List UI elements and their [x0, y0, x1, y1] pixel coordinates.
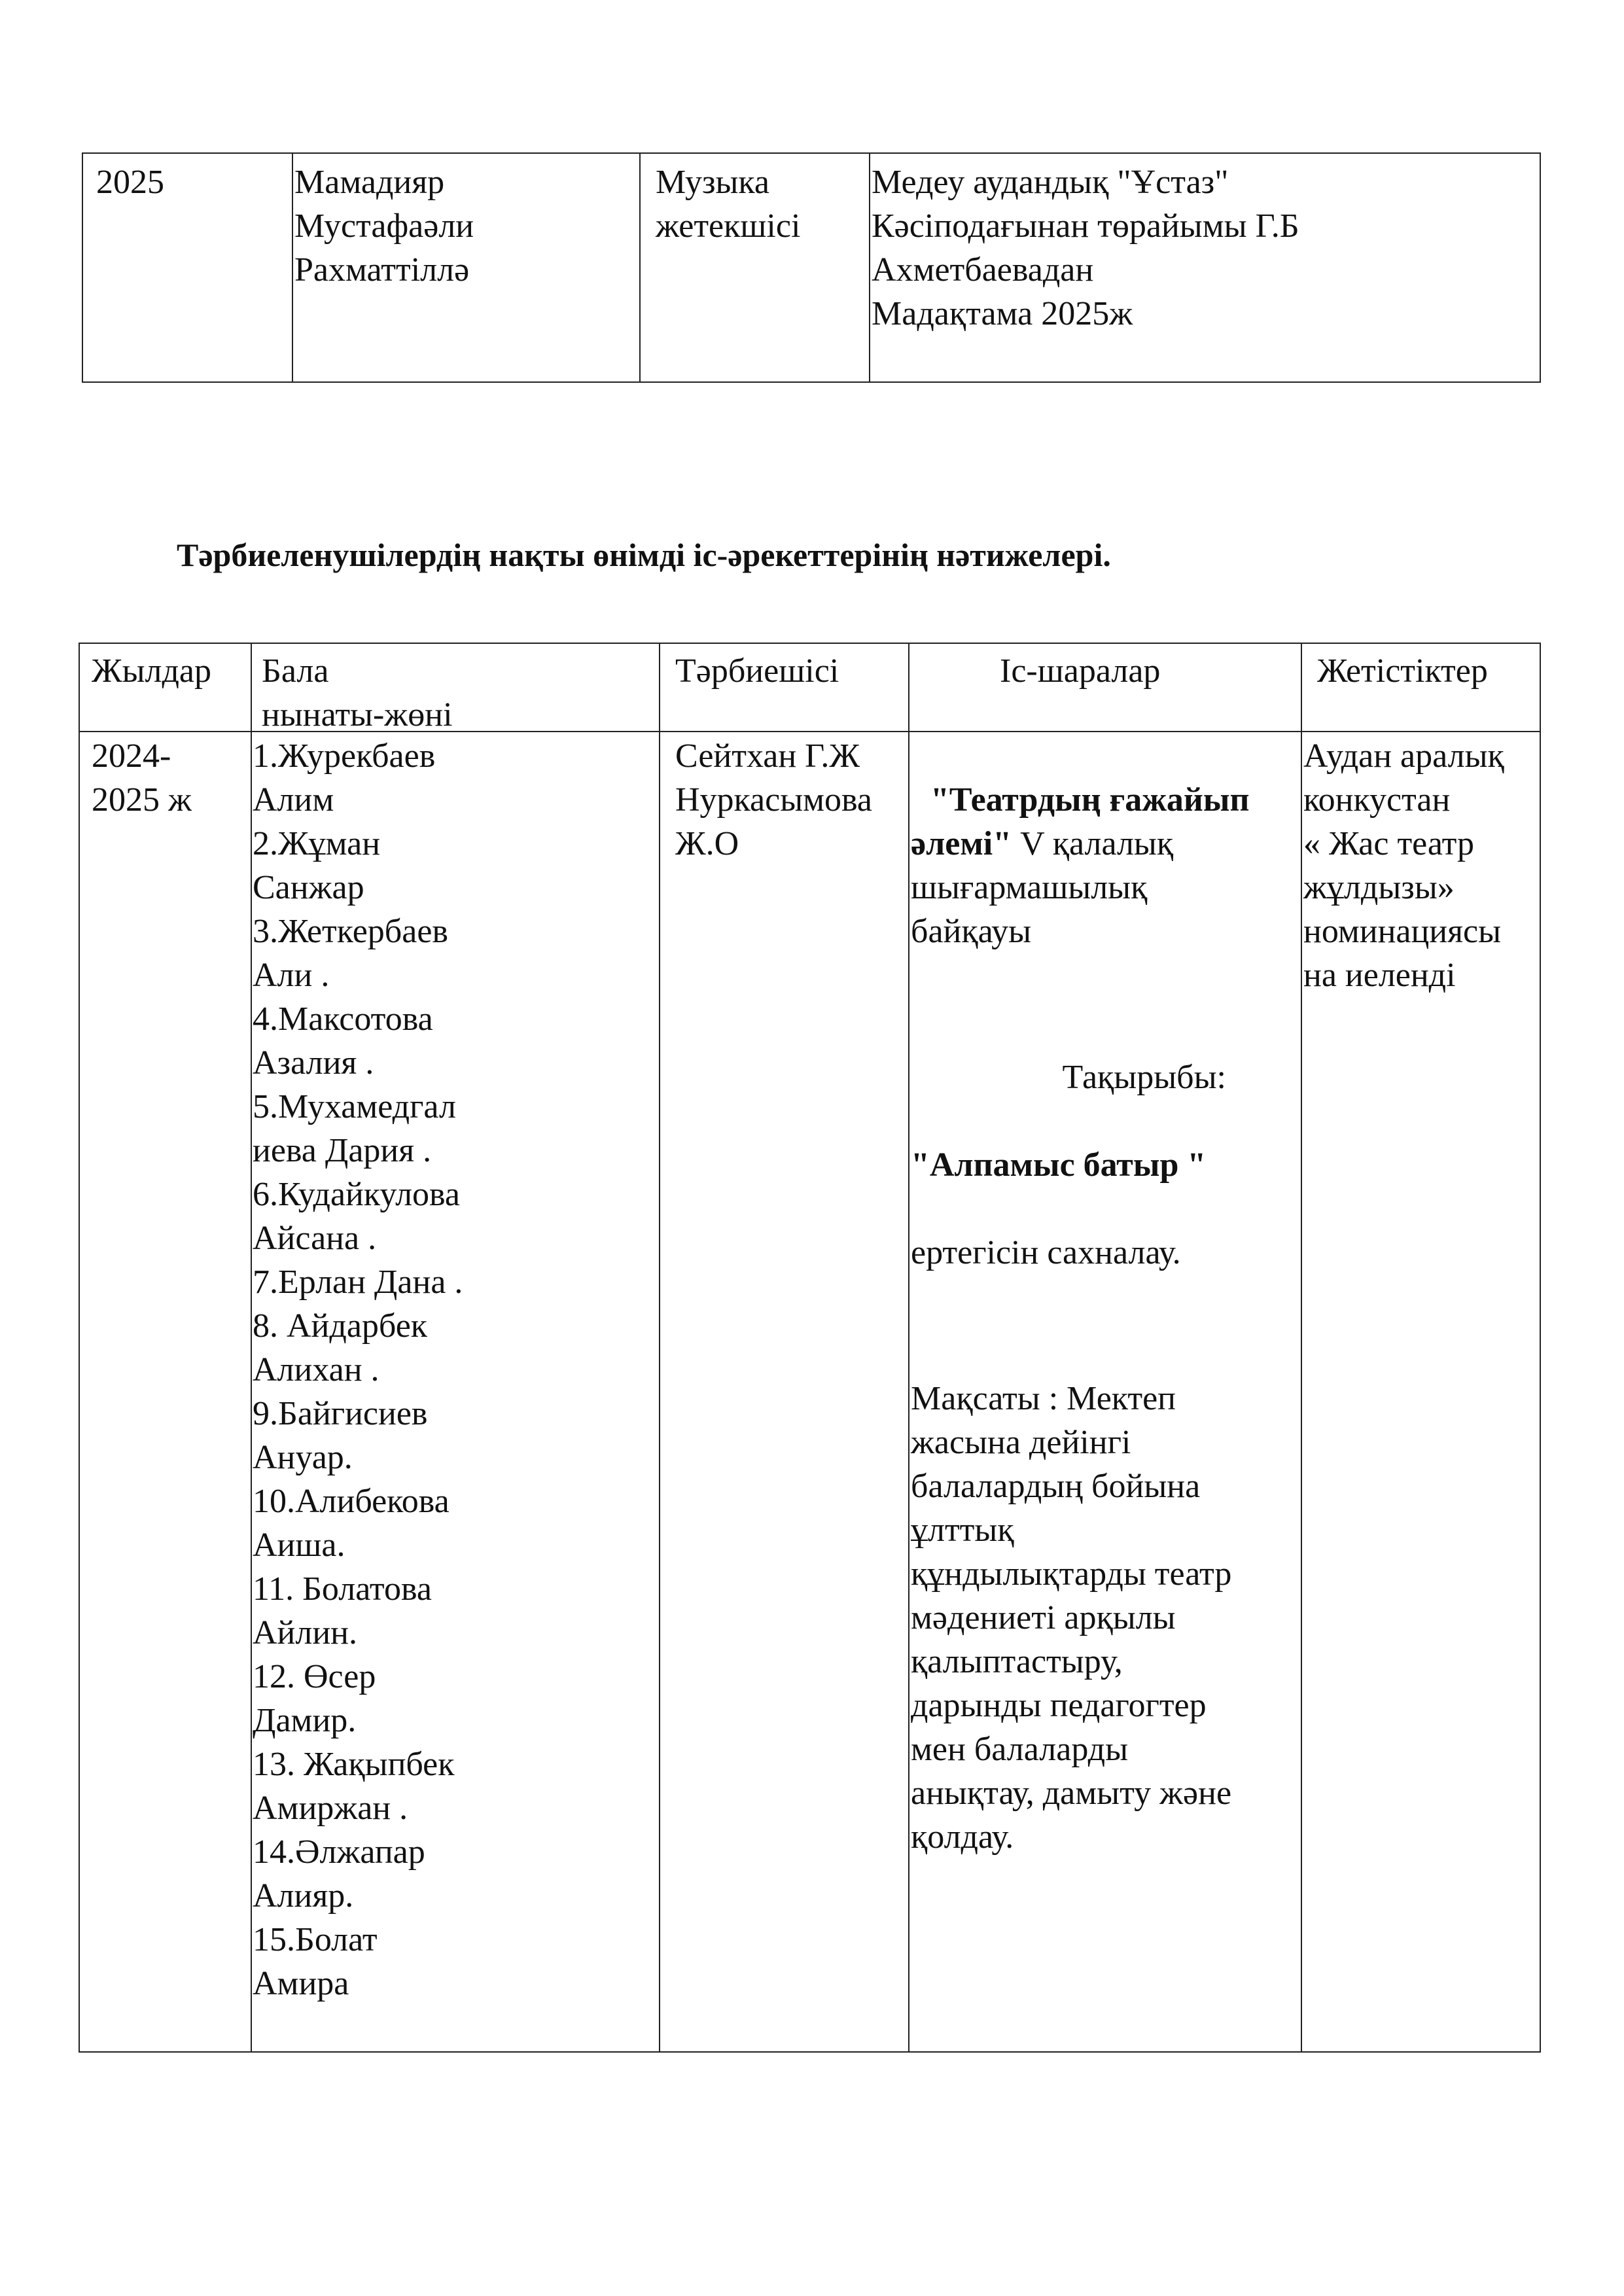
- event-title-bold: "Театрдың ғажайып əлемі": [911, 781, 1250, 862]
- event-title: [911, 778, 1298, 953]
- header-teacher: Тəрбиешісі: [675, 652, 839, 690]
- header-achievements: Жетістіктер: [1317, 652, 1488, 690]
- header-events: Іс-шаралар: [1000, 652, 1161, 690]
- event-topic: [911, 1012, 1298, 1333]
- award-description: Медеу аудандық "Ұстаз" Кəсіподағынан төрайымы Г.Б Ахметбаевадан Мадақтама 2025ж: [872, 164, 1299, 332]
- column-divider: [659, 643, 660, 2053]
- column-divider: [639, 152, 641, 383]
- event-title-rest: V қалалық шығармашылық байқауы: [911, 825, 1174, 950]
- column-divider: [908, 643, 909, 2053]
- column-divider: [251, 643, 252, 2053]
- section-heading: Тəрбиеленушілердің нақты өнімді іс-əрекеттерінің нəтижелері.: [177, 537, 1111, 573]
- award-year: 2025: [96, 164, 164, 201]
- column-divider: [1301, 643, 1302, 2053]
- row-children-list: 1.Журекбаев Алим 2.Жұман Санжар 3.Жеткербаев Али . 4.Максотова Азалия . 5.Мухамедгал иева Дария . 6.Кудайкулова Айсана . 7.Ерлан Дана . 8. Айдарбек Алихан . 9.Байгисиев Ануар. 10.Алибекова Аиша. 11. Болатова Айлин. 12. Өсер Дамир. 13. Жақыпбек Амиржан . 14.Əлжапар Алияр. 15.Болат Амира: [253, 737, 463, 2002]
- award-person-position: Музыка жетекшісі: [656, 164, 801, 245]
- header-years: Жылдар: [92, 652, 212, 690]
- event-topic-rest: ертегісін сахналау.: [911, 1234, 1181, 1271]
- row-years: 2024- 2025 ж: [92, 737, 192, 819]
- row-event-details: [911, 734, 1298, 1903]
- column-divider: [869, 152, 870, 383]
- award-person-name: Мамадияр Мустафаəли Рахматтіллə: [294, 164, 474, 289]
- event-goal: Мақсаты : Мектеп жасына дейінгі балалардың бойына ұлттық құндылықтарды театр мəдениеті арқылы қалыптастыру, дарынды педагогтер мен балаларды анықтау, дамыту жəне қолдау.: [911, 1380, 1232, 1856]
- event-topic-bold: "Алпамыс батыр ": [911, 1146, 1207, 1184]
- row-achievement: Аудан аралық конкустан « Жас театр жұлдызы» номинациясы на иеленді: [1303, 737, 1504, 994]
- header-child-name: Бала нынаты-жөні: [262, 652, 453, 733]
- column-divider: [292, 152, 293, 383]
- results-table: [79, 643, 1541, 2053]
- row-teacher: Сейтхан Г.Ж Нуркасымова Ж.О: [675, 737, 872, 862]
- event-topic-label: Тақырыбы:: [1062, 1059, 1226, 1096]
- award-table: [82, 152, 1541, 383]
